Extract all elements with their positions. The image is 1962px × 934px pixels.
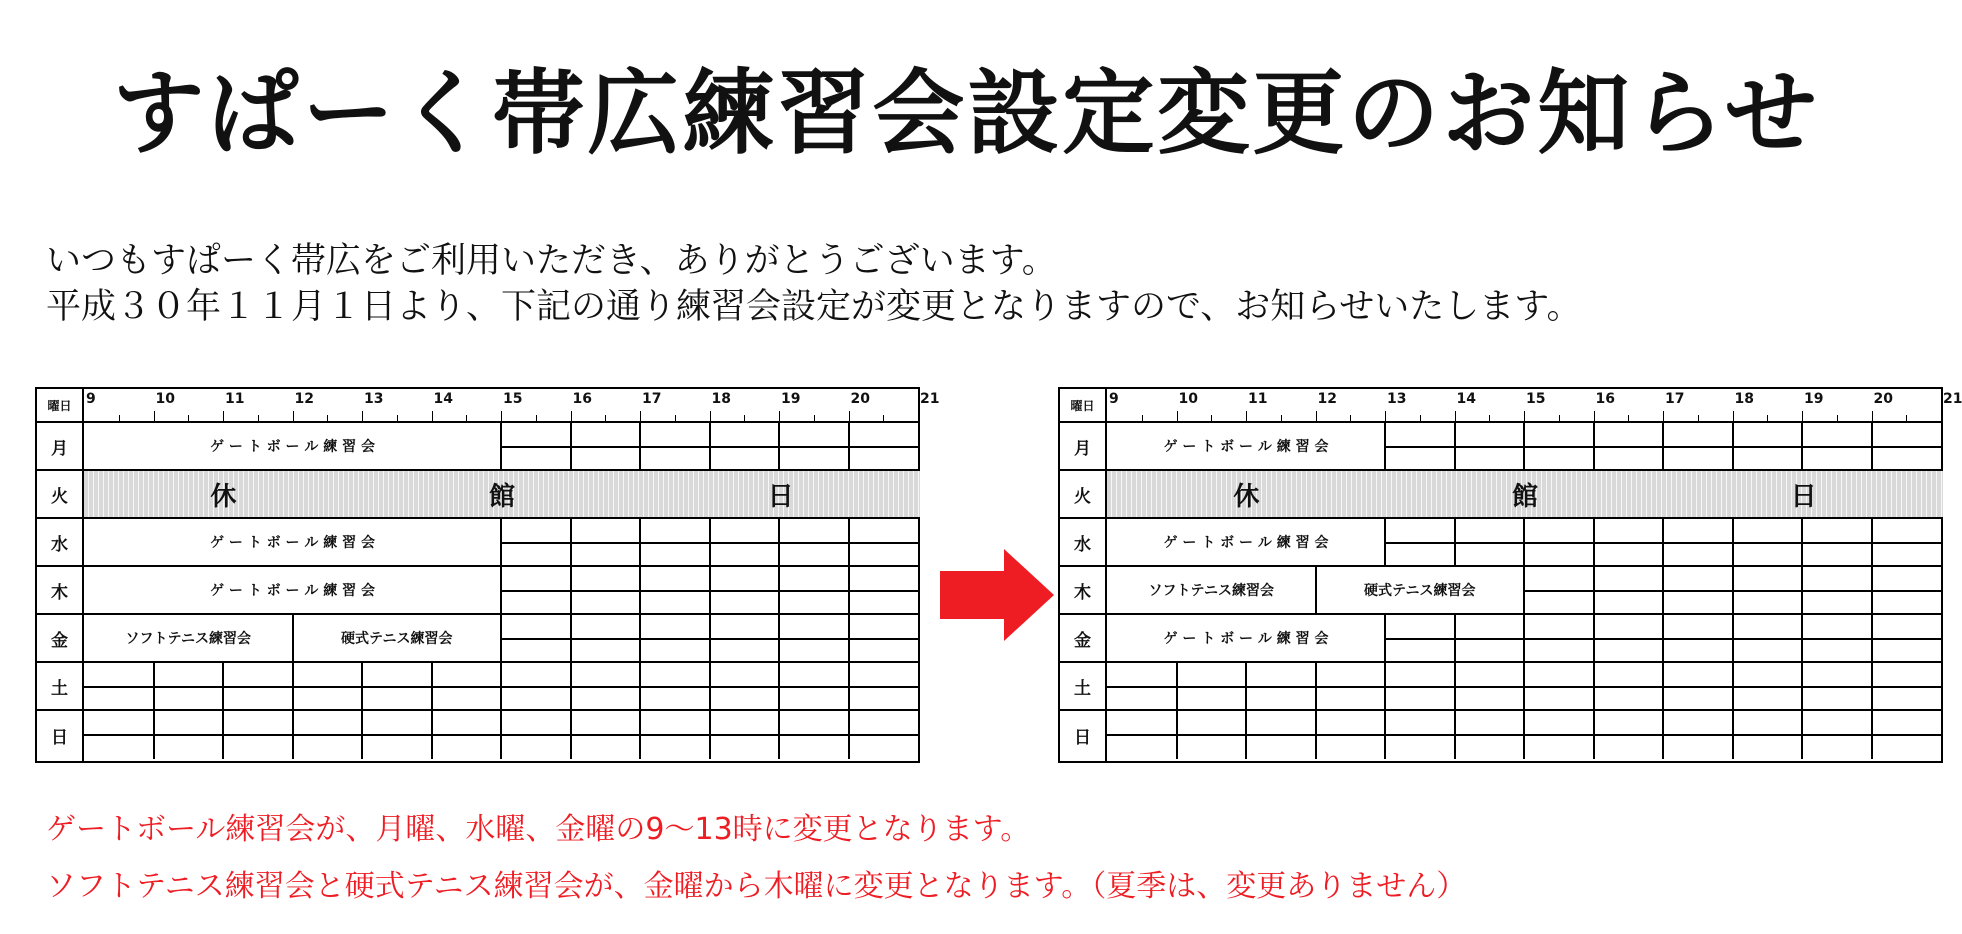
after-half-row-line (1733, 638, 1803, 640)
before-half-row-line (501, 542, 571, 544)
before-half-row-line (710, 590, 780, 592)
before-day-name: 月 (51, 438, 68, 459)
before-closed-char: 館 (488, 481, 515, 512)
before-hour-label: 21 (920, 391, 940, 407)
after-half-row-line (1872, 734, 1942, 736)
before-row-4 (37, 615, 918, 663)
after-half-row-line (1872, 542, 1942, 544)
right-arrow-icon (940, 549, 1054, 641)
before-activity-block: ゲ ー ト ボ ー ル 練 習 会 (210, 583, 375, 599)
after-hour-tick (1872, 411, 1873, 421)
after-hour-tick (1524, 411, 1525, 421)
before-day-name: 火 (51, 486, 68, 507)
after-row-4 (1060, 615, 1941, 663)
after-half-row-line (1733, 542, 1803, 544)
before-hour-tick (571, 411, 572, 421)
before-half-row-line (223, 734, 293, 736)
before-half-row-line (501, 590, 571, 592)
before-half-row-line (571, 446, 641, 448)
after-hour-label: 19 (1804, 391, 1824, 407)
before-half-row-line (849, 734, 919, 736)
after-half-row-line (1524, 542, 1594, 544)
after-half-row-line (1177, 734, 1247, 736)
before-row-1 (37, 471, 918, 519)
after-hour-label: 11 (1248, 391, 1268, 407)
before-day-name: 金 (51, 630, 68, 651)
after-closed-band (1107, 471, 1943, 517)
before-half-row-line (710, 542, 780, 544)
after-day-name: 火 (1074, 486, 1091, 507)
after-hour-tick (1594, 411, 1595, 421)
before-hour-label: 11 (225, 391, 245, 407)
before-row-2 (37, 519, 918, 567)
before-day-name: 水 (51, 534, 68, 555)
after-half-row-line (1872, 590, 1942, 592)
after-half-tick (1698, 415, 1699, 421)
change-note-2: ソフトテニス練習会と硬式テニス練習会が、金曜から木曜に変更となります。（夏季は、変更ありません） (46, 869, 1467, 904)
before-time-header (37, 389, 940, 423)
after-half-tick (1211, 415, 1212, 421)
after-half-row-line (1246, 734, 1316, 736)
before-half-row-line (779, 638, 849, 640)
after-hour-label: 10 (1178, 391, 1198, 407)
before-half-row-line (640, 542, 710, 544)
after-half-row-line (1107, 686, 1177, 688)
before-half-row-line (154, 734, 224, 736)
after-day-name: 月 (1074, 438, 1091, 459)
after-half-row-line (1802, 638, 1872, 640)
before-hour-tick (779, 411, 780, 421)
after-hour-label: 14 (1456, 391, 1476, 407)
after-hour-label: 18 (1734, 391, 1754, 407)
before-half-tick (327, 415, 328, 421)
before-activity-block: ゲ ー ト ボ ー ル 練 習 会 (210, 535, 375, 551)
after-half-row-line (1663, 638, 1733, 640)
after-closed-char: 日 (1790, 481, 1817, 512)
before-half-row-line (432, 686, 502, 688)
before-half-row-line (293, 734, 363, 736)
before-half-row-line (501, 734, 571, 736)
after-half-tick (1420, 415, 1421, 421)
after-hour-tick (1385, 411, 1386, 421)
before-half-row-line (223, 686, 293, 688)
before-half-row-line (571, 590, 641, 592)
after-half-row-line (1594, 638, 1664, 640)
before-half-row-line (501, 446, 571, 448)
after-day-name: 金 (1074, 630, 1091, 651)
before-half-tick (883, 415, 884, 421)
before-row-5 (37, 663, 918, 711)
after-half-tick (1489, 415, 1490, 421)
before-hour-label: 17 (642, 391, 662, 407)
before-hour-tick (223, 411, 224, 421)
before-half-row-line (571, 638, 641, 640)
after-half-row-line (1802, 590, 1872, 592)
before-half-row-line (710, 686, 780, 688)
after-half-tick (1350, 415, 1351, 421)
before-half-row-line (849, 542, 919, 544)
before-hour-tick (640, 411, 641, 421)
after-row-0 (1060, 423, 1941, 471)
before-half-tick (814, 415, 815, 421)
after-row-6 (1060, 711, 1941, 759)
after-hour-label: 20 (1873, 391, 1893, 407)
before-half-row-line (362, 734, 432, 736)
after-half-tick (1281, 415, 1282, 421)
before-activity-block: ソフトテニス練習会 (125, 631, 251, 647)
after-half-row-line (1455, 686, 1525, 688)
before-hour-tick (154, 411, 155, 421)
after-activity-block: ゲ ー ト ボ ー ル 練 習 会 (1163, 535, 1329, 551)
before-half-row-line (293, 686, 363, 688)
before-hour-label: 20 (850, 391, 870, 407)
before-row-0 (37, 423, 918, 471)
before-half-row-line (84, 686, 154, 688)
after-half-row-line (1455, 638, 1525, 640)
before-half-row-line (640, 446, 710, 448)
after-half-tick (1142, 415, 1143, 421)
after-half-row-line (1872, 446, 1942, 448)
before-row-3 (37, 567, 918, 615)
before-half-row-line (779, 542, 849, 544)
after-half-row-line (1385, 686, 1455, 688)
after-activity-block: ソフトテニス練習会 (1148, 583, 1274, 599)
before-half-row-line (849, 446, 919, 448)
before-hour-tick (501, 411, 502, 421)
before-half-row-line (154, 686, 224, 688)
after-half-row-line (1733, 446, 1803, 448)
after-half-row-line (1802, 734, 1872, 736)
after-activity-block: ゲ ー ト ボ ー ル 練 習 会 (1163, 631, 1329, 647)
after-hour-label: 13 (1387, 391, 1407, 407)
after-hour-tick (1455, 411, 1456, 421)
before-half-row-line (571, 686, 641, 688)
after-activity-block: 硬式テニス練習会 (1364, 583, 1476, 599)
before-half-row-line (710, 638, 780, 640)
after-half-row-line (1594, 734, 1664, 736)
before-half-row-line (640, 590, 710, 592)
after-half-row-line (1524, 446, 1594, 448)
after-half-row-line (1802, 686, 1872, 688)
after-hour-tick (1663, 411, 1664, 421)
after-time-header (1060, 389, 1962, 423)
before-closed-char: 休 (210, 481, 237, 512)
after-row-5 (1060, 663, 1941, 711)
before-half-row-line (849, 590, 919, 592)
after-half-row-line (1733, 734, 1803, 736)
before-half-row-line (640, 734, 710, 736)
after-hour-label: 16 (1595, 391, 1615, 407)
after-half-row-line (1107, 734, 1177, 736)
after-half-row-line (1733, 686, 1803, 688)
after-half-row-line (1733, 590, 1803, 592)
page-title: すぱーく帯広練習会設定変更のお知らせ (112, 60, 1820, 167)
after-half-row-line (1385, 638, 1455, 640)
before-half-row-line (501, 686, 571, 688)
before-half-tick (466, 415, 467, 421)
before-half-row-line (779, 590, 849, 592)
after-closed-char: 館 (1511, 481, 1538, 512)
after-half-tick (1837, 415, 1838, 421)
after-day-name: 土 (1074, 678, 1091, 699)
after-half-row-line (1385, 542, 1455, 544)
before-hour-tick (293, 411, 294, 421)
after-row-2 (1060, 519, 1941, 567)
schedule-before (35, 387, 940, 763)
after-hour-tick (1802, 411, 1803, 421)
before-half-row-line (640, 686, 710, 688)
before-hour-label: 13 (364, 391, 384, 407)
before-hour-label: 10 (155, 391, 175, 407)
after-half-tick (1906, 415, 1907, 421)
after-hour-tick (1246, 411, 1247, 421)
after-half-row-line (1802, 446, 1872, 448)
after-half-tick (1628, 415, 1629, 421)
before-half-row-line (779, 686, 849, 688)
after-activity-block: ゲ ー ト ボ ー ル 練 習 会 (1163, 439, 1329, 455)
before-half-row-line (710, 446, 780, 448)
after-day-name: 木 (1074, 582, 1091, 603)
after-half-row-line (1455, 446, 1525, 448)
before-half-tick (119, 415, 120, 421)
before-closed-band (84, 471, 920, 517)
after-hour-tick (1733, 411, 1734, 421)
after-hour-label: 21 (1943, 391, 1962, 407)
after-hour-label: 17 (1665, 391, 1685, 407)
after-half-row-line (1802, 542, 1872, 544)
after-day-name: 水 (1074, 534, 1091, 555)
before-half-tick (675, 415, 676, 421)
after-half-row-line (1524, 590, 1594, 592)
before-hour-label: 9 (86, 391, 96, 407)
after-hour-tick (1177, 411, 1178, 421)
before-header-day-label: 曜日 (47, 398, 72, 413)
before-row-6 (37, 711, 918, 759)
before-hour-label: 12 (294, 391, 314, 407)
before-half-row-line (640, 638, 710, 640)
before-activity-block: 硬式テニス練習会 (341, 631, 453, 647)
before-activity-block: ゲ ー ト ボ ー ル 練 習 会 (210, 439, 375, 455)
before-half-row-line (571, 542, 641, 544)
before-half-row-line (849, 686, 919, 688)
before-closed-char: 日 (767, 481, 794, 512)
before-hour-tick (432, 411, 433, 421)
before-hour-tick (710, 411, 711, 421)
after-half-row-line (1872, 638, 1942, 640)
after-half-row-line (1594, 590, 1664, 592)
after-half-row-line (1663, 686, 1733, 688)
after-half-row-line (1455, 542, 1525, 544)
after-half-row-line (1594, 686, 1664, 688)
schedule-after (1058, 387, 1962, 763)
after-closed-char: 休 (1233, 481, 1260, 512)
before-half-tick (744, 415, 745, 421)
before-hour-label: 15 (503, 391, 523, 407)
after-half-tick (1767, 415, 1768, 421)
before-half-row-line (849, 638, 919, 640)
after-header-day-label: 曜日 (1070, 398, 1095, 413)
before-hour-label: 16 (572, 391, 592, 407)
after-row-1 (1060, 471, 1941, 519)
after-hour-label: 9 (1109, 391, 1119, 407)
after-half-row-line (1246, 686, 1316, 688)
after-hour-label: 12 (1317, 391, 1337, 407)
before-day-name: 日 (51, 727, 68, 748)
after-half-row-line (1177, 686, 1247, 688)
after-half-row-line (1663, 542, 1733, 544)
after-half-row-line (1316, 734, 1386, 736)
before-half-row-line (571, 734, 641, 736)
change-note-1: ゲートボール練習会が、月曜、水曜、金曜の9～13時に変更となります。 (46, 812, 1031, 847)
after-half-row-line (1385, 446, 1455, 448)
after-hour-label: 15 (1526, 391, 1546, 407)
after-row-3 (1060, 567, 1941, 615)
before-hour-tick (362, 411, 363, 421)
before-half-row-line (362, 686, 432, 688)
before-hour-tick (849, 411, 850, 421)
before-half-row-line (779, 734, 849, 736)
before-half-tick (605, 415, 606, 421)
before-hour-label: 18 (711, 391, 731, 407)
before-hour-label: 14 (433, 391, 453, 407)
after-half-row-line (1872, 686, 1942, 688)
after-half-tick (1559, 415, 1560, 421)
before-half-row-line (432, 734, 502, 736)
before-half-tick (397, 415, 398, 421)
after-half-row-line (1594, 542, 1664, 544)
after-half-row-line (1524, 734, 1594, 736)
intro-line-2: 平成３０年１１月１日より、下記の通り練習会設定が変更となりますので、お知らせいたします。 (46, 287, 1582, 327)
before-hour-label: 19 (781, 391, 801, 407)
before-day-name: 土 (51, 678, 68, 699)
after-half-row-line (1663, 734, 1733, 736)
before-half-tick (258, 415, 259, 421)
before-half-row-line (710, 734, 780, 736)
before-half-tick (536, 415, 537, 421)
after-half-row-line (1524, 638, 1594, 640)
after-hour-tick (1316, 411, 1317, 421)
after-half-row-line (1316, 686, 1386, 688)
intro-line-1: いつもすぱーく帯広をご利用いただき、ありがとうございます。 (46, 241, 1057, 281)
after-half-row-line (1524, 686, 1594, 688)
after-half-row-line (1663, 590, 1733, 592)
before-day-name: 木 (51, 582, 68, 603)
before-half-row-line (84, 734, 154, 736)
before-half-row-line (501, 638, 571, 640)
after-day-name: 日 (1074, 727, 1091, 748)
after-half-row-line (1455, 734, 1525, 736)
after-half-row-line (1594, 446, 1664, 448)
before-half-row-line (779, 446, 849, 448)
before-half-tick (188, 415, 189, 421)
after-half-row-line (1663, 446, 1733, 448)
after-half-row-line (1385, 734, 1455, 736)
